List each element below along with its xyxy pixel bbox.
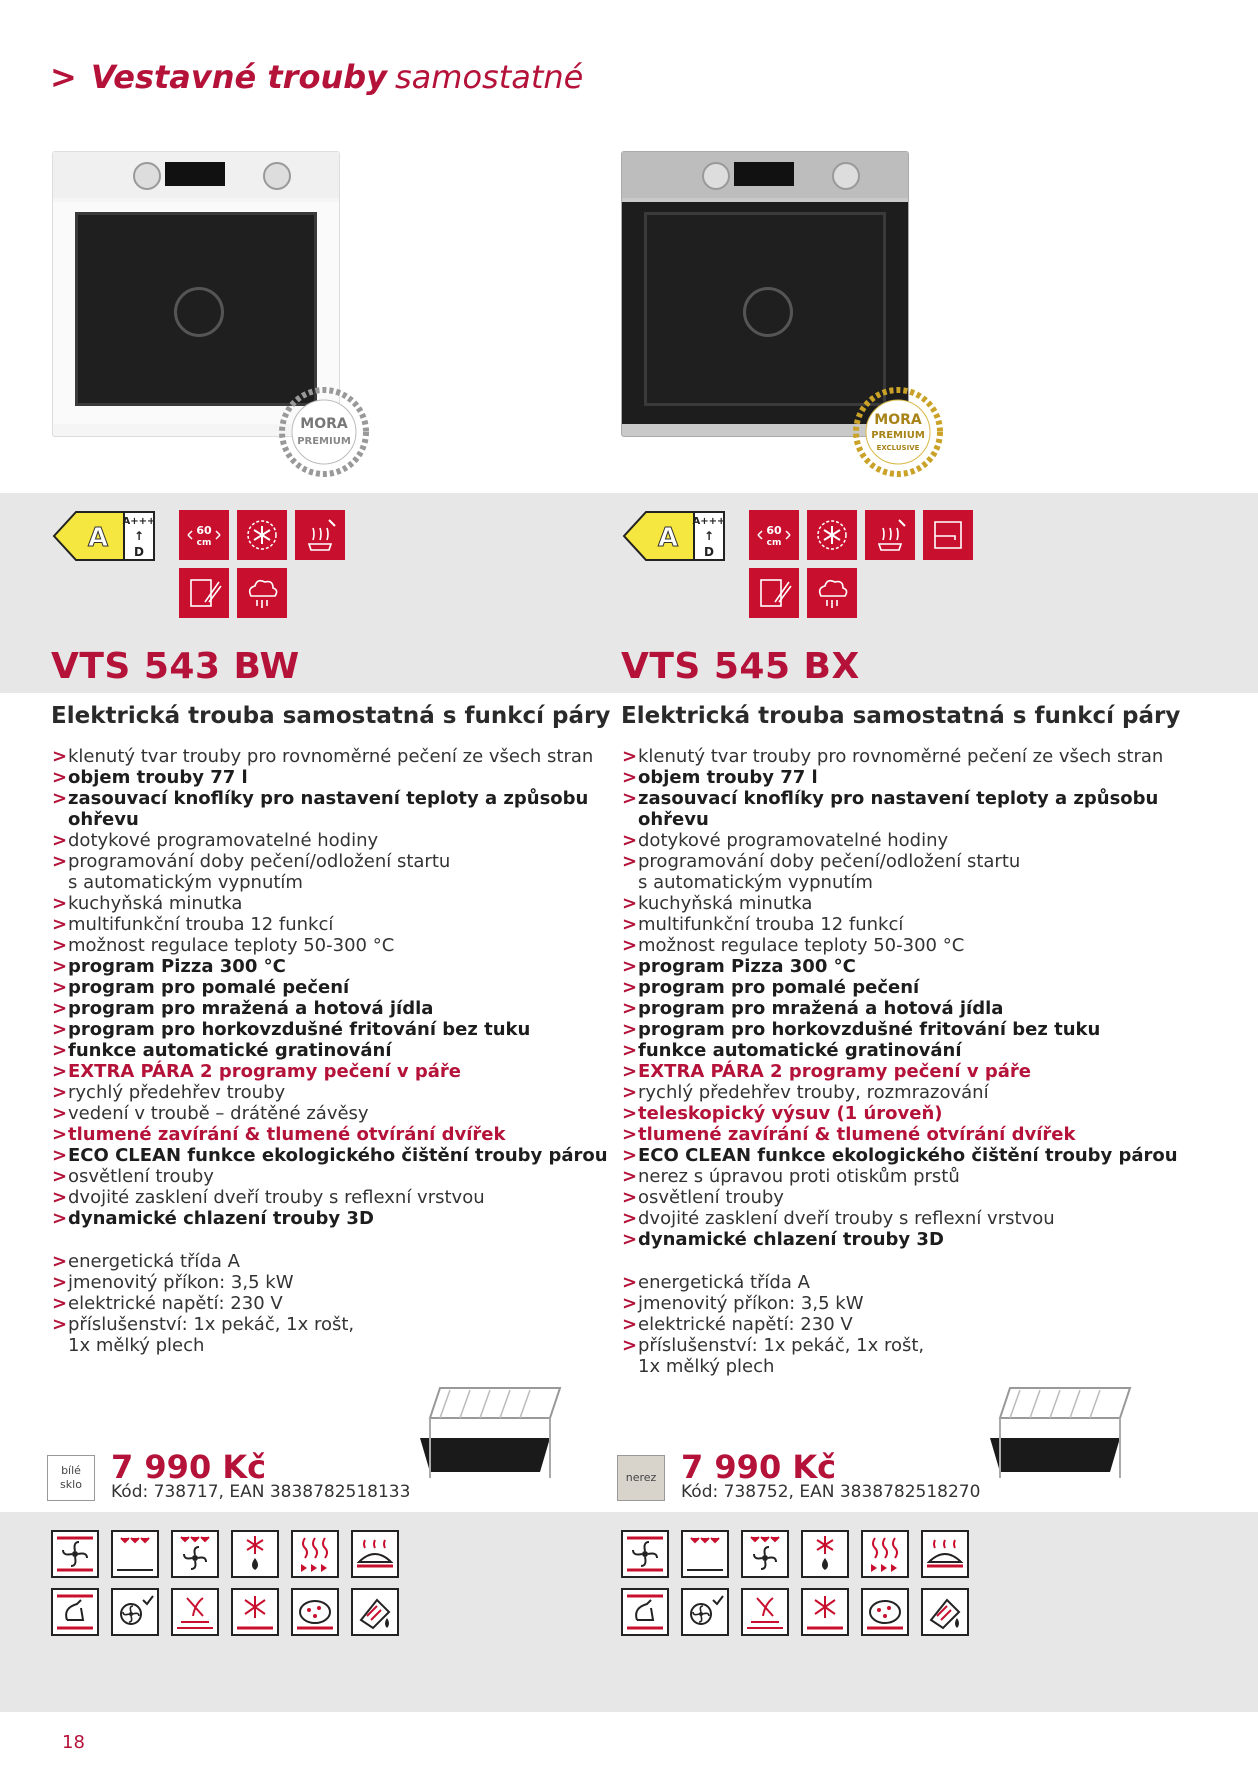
feature-item: > program pro pomalé pečení — [52, 977, 592, 998]
svg-text:↑: ↑ — [703, 529, 715, 543]
feature-item: > zasouvací knoflíky pro nastavení teploty a způsobu ohřevu — [622, 788, 1162, 830]
eco-icon — [621, 1588, 669, 1636]
price: 7 990 Kč — [111, 1448, 267, 1486]
feature-item: > program pro horkovzdušné fritování bez tuku — [52, 1019, 592, 1040]
feature-item: > tlumené zavírání & tlumené otvírání dvířek — [52, 1124, 592, 1145]
feature-item: > tlumené zavírání & tlumené otvírání dvířek — [622, 1124, 1162, 1145]
svg-text:PREMIUM: PREMIUM — [871, 430, 925, 441]
spec-item: > elektrické napětí: 230 V — [52, 1293, 592, 1314]
steam-cloud-icon — [237, 568, 287, 618]
svg-text:D: D — [704, 545, 714, 559]
feature-item: > kuchyňská minutka — [52, 893, 592, 914]
feature-item: > možnost regulace teploty 50-300 °C — [622, 935, 1162, 956]
pizza-icon — [861, 1588, 909, 1636]
feature-item: > vedení v troubě – drátěné závěsy — [52, 1103, 592, 1124]
feature-item: > program pro mražená a hotová jídla — [52, 998, 592, 1019]
page-title-bold: Vestavné trouby — [90, 58, 387, 96]
svg-text:PREMIUM: PREMIUM — [297, 436, 351, 447]
svg-text:A: A — [87, 523, 109, 553]
energy-label — [622, 510, 726, 562]
model-name: VTS 543 BW — [51, 646, 300, 687]
product-column-vts545bx — [570, 0, 1181, 1785]
dish-heat-icon — [351, 1530, 399, 1578]
mora-premium-seal — [278, 386, 370, 478]
price: 7 990 Kč — [681, 1448, 837, 1486]
feature-item: > dvojité zasklení dveří trouby s reflexní vrstvou — [52, 1187, 592, 1208]
accessories-image — [980, 1378, 1140, 1486]
steam-fan-icon — [291, 1530, 339, 1578]
page-title-light: samostatné — [394, 58, 584, 96]
color-swatch: bílé sklo — [47, 1455, 95, 1501]
spec-item: > příslušenství: 1x pekáč, 1x rošt, 1x mělký plech — [52, 1314, 592, 1356]
svg-text:cm: cm — [196, 538, 212, 548]
feature-item: > objem trouby 77 l — [622, 767, 1162, 788]
fan-top-heat-icon — [741, 1530, 789, 1578]
product-code: Kód: 738752, EAN 3838782518270 — [681, 1482, 981, 1502]
eco-icon — [51, 1588, 99, 1636]
telescopic-rail-icon — [923, 510, 973, 560]
defrost-drop-icon — [801, 1530, 849, 1578]
fan-clean-icon — [681, 1588, 729, 1636]
top-heat-icon — [111, 1530, 159, 1578]
feature-item: > dotykové programovatelné hodiny — [52, 830, 592, 851]
svg-text:MORA: MORA — [300, 416, 348, 432]
feature-item: > ECO CLEAN funkce ekologického čištění trouby párou — [52, 1145, 592, 1166]
page-number: 18 — [62, 1732, 85, 1753]
gratin-icon — [865, 510, 915, 560]
gratin-icon — [295, 510, 345, 560]
defrost-icon — [807, 510, 857, 560]
fan-ring-icon — [621, 1530, 669, 1578]
fan-clean-icon — [111, 1588, 159, 1636]
size-60cm-icon — [749, 510, 799, 560]
mora-premium-exclusive-seal — [852, 386, 944, 478]
feature-item: > programování doby pečení/odložení startu s automatickým vypnutím — [622, 851, 1162, 893]
product-subtitle: Elektrická trouba samostatná s funkcí páry — [621, 703, 1181, 729]
feature-item: > program Pizza 300 °C — [622, 956, 1162, 977]
fan-ring-icon — [51, 1530, 99, 1578]
feature-item: > zasouvací knoflíky pro nastavení teploty a způsobu ohřevu — [52, 788, 592, 830]
feature-item: > funkce automatické gratinování — [52, 1040, 592, 1061]
svg-text:D: D — [134, 545, 144, 559]
spec-item: > jmenovitý příkon: 3,5 kW — [622, 1293, 1162, 1314]
color-swatch: nerez — [617, 1455, 665, 1501]
feature-item: > multifunkční trouba 12 funkcí — [622, 914, 1162, 935]
feature-item: > funkce automatické gratinování — [622, 1040, 1162, 1061]
feature-item: > dvojité zasklení dveří trouby s reflexní vrstvou — [622, 1208, 1162, 1229]
spec-list — [622, 1272, 1162, 1377]
product-column-vts543bw — [0, 0, 611, 1785]
svg-text:A+++: A+++ — [122, 516, 156, 527]
feature-item: > klenutý tvar trouby pro rovnoměrné pečení ze všech stran — [52, 746, 592, 767]
energy-label — [52, 510, 156, 562]
fan-top-heat-icon — [171, 1530, 219, 1578]
feature-list — [622, 746, 1178, 1250]
steam-cloud-icon — [807, 568, 857, 618]
svg-text:↑: ↑ — [133, 529, 145, 543]
feature-item: > program Pizza 300 °C — [52, 956, 592, 977]
gratin-plate-icon — [171, 1588, 219, 1636]
feature-item: > EXTRA PÁRA 2 programy pečení v páře — [622, 1061, 1162, 1082]
feature-item: > ECO CLEAN funkce ekologického čištění trouby párou — [622, 1145, 1162, 1166]
spec-item: > energetická třída A — [52, 1251, 592, 1272]
spec-item: > elektrické napětí: 230 V — [622, 1314, 1162, 1335]
defrost-icon — [237, 510, 287, 560]
chevron-right-icon: > — [50, 58, 77, 96]
feature-item: > multifunkční trouba 12 funkcí — [52, 914, 592, 935]
feature-item: > program pro pomalé pečení — [622, 977, 1162, 998]
model-name: VTS 545 BX — [621, 646, 860, 687]
feature-item: > rychlý předehřev trouby, rozmrazování — [622, 1082, 1162, 1103]
spec-item: > jmenovitý příkon: 3,5 kW — [52, 1272, 592, 1293]
feature-item: > osvětlení trouby — [622, 1187, 1162, 1208]
steam-clean-icon — [351, 1588, 399, 1636]
glass-door-icon — [179, 568, 229, 618]
svg-text:MORA: MORA — [874, 412, 922, 428]
svg-text:EXCLUSIVE: EXCLUSIVE — [876, 444, 920, 452]
defrost-drop-icon — [231, 1530, 279, 1578]
frost-icon — [801, 1588, 849, 1636]
spec-item: > příslušenství: 1x pekáč, 1x rošt, 1x mělký plech — [622, 1335, 1162, 1377]
feature-item: > kuchyňská minutka — [622, 893, 1162, 914]
dish-heat-icon — [921, 1530, 969, 1578]
feature-item: > dynamické chlazení trouby 3D — [52, 1208, 592, 1229]
feature-item: > dynamické chlazení trouby 3D — [622, 1229, 1162, 1250]
product-code: Kód: 738717, EAN 3838782518133 — [111, 1482, 411, 1502]
feature-item: > rychlý předehřev trouby — [52, 1082, 592, 1103]
feature-item: > teleskopický výsuv (1 úroveň) — [622, 1103, 1162, 1124]
accessories-image — [410, 1378, 570, 1486]
svg-text:A: A — [657, 523, 679, 553]
product-subtitle: Elektrická trouba samostatná s funkcí páry — [51, 703, 611, 729]
feature-item: > klenutý tvar trouby pro rovnoměrné pečení ze všech stran — [622, 746, 1162, 767]
feature-item: > objem trouby 77 l — [52, 767, 592, 788]
feature-item: > EXTRA PÁRA 2 programy pečení v páře — [52, 1061, 592, 1082]
top-heat-icon — [681, 1530, 729, 1578]
feature-item: > osvětlení trouby — [52, 1166, 592, 1187]
svg-text:60: 60 — [196, 524, 212, 537]
pizza-icon — [291, 1588, 339, 1636]
feature-item: > dotykové programovatelné hodiny — [622, 830, 1162, 851]
feature-item: > programování doby pečení/odložení startu s automatickým vypnutím — [52, 851, 592, 893]
frost-icon — [231, 1588, 279, 1636]
feature-list — [52, 746, 608, 1229]
spec-item: > energetická třída A — [622, 1272, 1162, 1293]
svg-text:cm: cm — [766, 538, 782, 548]
size-60cm-icon — [179, 510, 229, 560]
glass-door-icon — [749, 568, 799, 618]
svg-text:A+++: A+++ — [692, 516, 726, 527]
gratin-plate-icon — [741, 1588, 789, 1636]
steam-fan-icon — [861, 1530, 909, 1578]
spec-list — [52, 1251, 592, 1356]
feature-item: > program pro mražená a hotová jídla — [622, 998, 1162, 1019]
feature-item: > možnost regulace teploty 50-300 °C — [52, 935, 592, 956]
feature-item: > program pro horkovzdušné fritování bez tuku — [622, 1019, 1162, 1040]
feature-item: > nerez s úpravou proti otiskům prstů — [622, 1166, 1162, 1187]
svg-text:60: 60 — [766, 524, 782, 537]
steam-clean-icon — [921, 1588, 969, 1636]
